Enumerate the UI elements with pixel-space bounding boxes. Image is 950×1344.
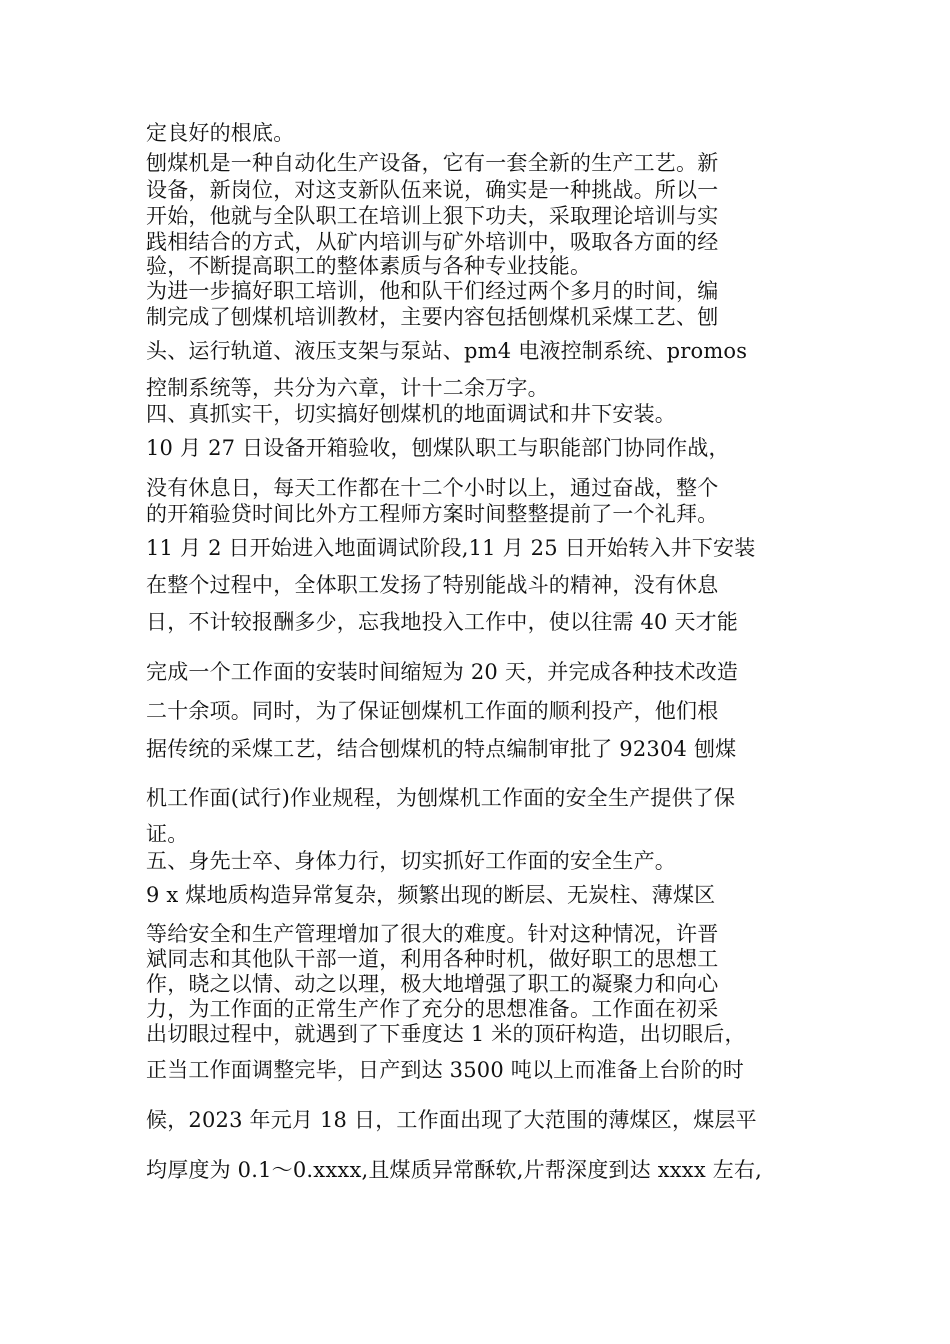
text-line: 没有休息日，每天工作都在十二个小时以上，通过奋战，整个 [146,476,719,500]
text-line: 在整个过程中，全体职工发扬了特别能战斗的精神，没有休息 [146,573,719,597]
text-line: 等给安全和生产管理增加了很大的难度。针对这种情况，许晋 [146,922,719,946]
text-line: 均厚度为 0.1～0.xxxx,且煤质异常酥软,片帮深度到达 xxxx 左右, [146,1158,763,1182]
text-line: 力，为工作面的正常生产作了充分的思想准备。工作面在初采 [146,997,719,1021]
text-line: 日，不计较报酬多少，忘我地投入工作中，使以往需 40 天才能 [146,610,739,634]
text-line: 践相结合的方式，从矿内培训与矿外培训中，吸取各方面的经 [146,230,719,254]
text-line: 的开箱验贷时间比外方工程师方案时间整整提前了一个礼拜。 [146,502,719,526]
text-line: 控制系统等，共分为六章，计十二余万字。 [146,376,549,400]
text-line: 作，晓之以情、动之以理，极大地增强了职工的凝聚力和向心 [146,972,719,996]
text-line: 出切眼过程中，就遇到了下垂度达 1 米的顶矸构造，出切眼后， [146,1022,746,1046]
text-line: 刨煤机是一种自动化生产设备，它有一套全新的生产工艺。新 [146,151,719,175]
text-line: 头、运行轨道、液压支架与泵站、pm4 电液控制系统、promos [146,339,748,363]
text-line: 开始，他就与全队职工在培训上狠下功夫，采取理论培训与实 [146,204,719,228]
text-line: 定良好的根底。 [146,121,295,145]
text-line: 9 x 煤地质构造异常复杂，频繁出现的断层、无炭柱、薄煤区 [146,883,716,907]
text-line: 设备，新岗位，对这支新队伍来说，确实是一种挑战。所以一 [146,178,719,202]
text-line: 完成一个工作面的安装时间缩短为 20 天，并完成各种技术改造 [146,660,739,684]
text-line: 斌同志和其他队干部一道，利用各种时机，做好职工的思想工 [146,947,719,971]
text-line: 为进一步搞好职工培训，他和队干们经过两个多月的时间，编 [146,279,719,303]
text-line: 制完成了刨煤机培训教材，主要内容包括刨煤机采煤工艺、刨 [146,305,719,329]
text-line: 10 月 27 日设备开箱验收，刨煤队职工与职能部门协同作战， [146,436,730,460]
text-line: 二十余项。同时，为了保证刨煤机工作面的顺利投产，他们根 [146,699,719,723]
text-line: 四、真抓实干，切实搞好刨煤机的地面调试和井下安装。 [146,402,676,426]
text-line: 五、身先士卒、身体力行，切实抓好工作面的安全生产。 [146,849,676,873]
text-line: 机工作面(试行)作业规程，为刨煤机工作面的安全生产提供了保 [146,786,736,810]
text-line: 11 月 2 日开始进入地面调试阶段,11 月 25 日开始转入井下安装 [146,536,756,560]
text-line: 验，不断提高职工的整体素质与各种专业技能。 [146,254,592,278]
text-line: 候，2023 年元月 18 日，工作面出现了大范围的薄煤区，煤层平 [146,1108,757,1132]
text-line: 正当工作面调整完毕，日产到达 3500 吨以上而准备上台阶的时 [146,1058,744,1082]
text-line: 证。 [146,822,189,846]
text-line: 据传统的采煤工艺，结合刨煤机的特点编制审批了 92304 刨煤 [146,737,737,761]
